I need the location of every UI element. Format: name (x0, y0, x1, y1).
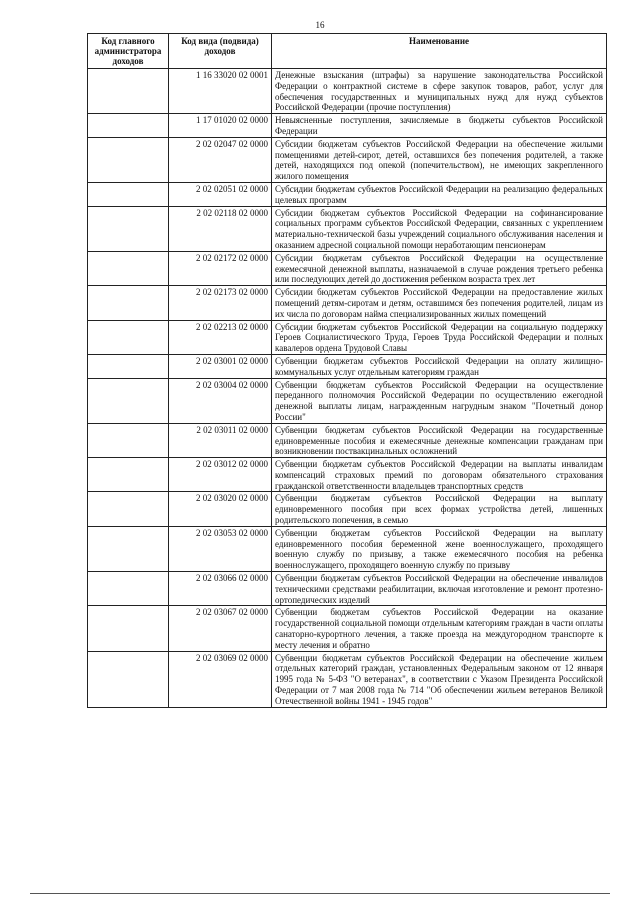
admin-code-cell (88, 286, 169, 320)
table-row (88, 423, 607, 457)
income-code-cell: 2 02 03066 02 0000 (169, 572, 272, 606)
admin-code-cell (88, 378, 169, 423)
table-body (88, 69, 607, 708)
bottom-rule (30, 893, 610, 894)
table-row (88, 606, 607, 651)
income-name-cell: Субвенции бюджетам субъектов Российской Федерации на оказание государственной социальной помощи отдельным категориям граждан в части оплаты санаторно-курортного лечения, а также проезда на междугородном транспорте к месту лечения и обратно (272, 606, 607, 651)
admin-code-cell (88, 572, 169, 606)
income-code-cell: 2 02 02172 02 0000 (169, 251, 272, 285)
income-name-cell: Субвенции бюджетам субъектов Российской Федерации на выплату единовременного пособия беременной жене военнослужащего, проходящего военную службу по призыву, а также ежемесячного пособия на ребенка военнослужащего, проходящего военную службу по призыву (272, 526, 607, 571)
admin-code-cell (88, 114, 169, 138)
income-code-cell: 2 02 02118 02 0000 (169, 206, 272, 251)
income-name-cell: Субвенции бюджетам субъектов Российской Федерации на выплаты инвалидам компенсаций страховых премий по договорам обязательного страхования гражданской ответственности владельцев транспортных средств (272, 458, 607, 492)
income-name-cell: Субвенции бюджетам субъектов Российской Федерации на оплату жилищно-коммунальных услуг отдельным категориям граждан (272, 354, 607, 378)
admin-code-cell (88, 320, 169, 354)
table-row (88, 492, 607, 526)
income-name-cell: Субсидии бюджетам субъектов Российской Федерации на осуществление ежемесячной денежной выплаты, назначаемой в случае рождения третьего ребенка или последующих детей до достижения ребенком возраста трех лет (272, 251, 607, 285)
income-code-cell: 2 02 03011 02 0000 (169, 423, 272, 457)
admin-code-cell (88, 69, 169, 114)
header-income-code: Код вида (подвида) доходов (169, 34, 272, 69)
table-row (88, 526, 607, 571)
income-code-cell: 2 02 03067 02 0000 (169, 606, 272, 651)
admin-code-cell (88, 251, 169, 285)
income-name-cell: Денежные взыскания (штрафы) за нарушение законодательства Российской Федерации о контрактной системе в сфере закупок товаров, работ, услуг для обеспечения государственных и муниципальных нужд для нужд субъектов Российской Федерации (прочие поступления) (272, 69, 607, 114)
admin-code-cell (88, 526, 169, 571)
income-name-cell: Субсидии бюджетам субъектов Российской Федерации на предоставление жилых помещений детям-сиротам и детям, оставшимся без попечения родителей, лицам из их числа по договорам найма специализированных жилых помещений (272, 286, 607, 320)
income-code-cell: 2 02 03001 02 0000 (169, 354, 272, 378)
income-name-cell: Субсидии бюджетам субъектов Российской Федерации на обеспечение жилыми помещениями детей-сирот, детей, оставшихся без попечения родителей, а также детей, находящихся под опекой (попечительством), не имеющих закрепленного жилого помещения (272, 137, 607, 182)
admin-code-cell (88, 137, 169, 182)
income-code-cell: 2 02 03012 02 0000 (169, 458, 272, 492)
table-row (88, 378, 607, 423)
income-code-cell: 1 17 01020 02 0000 (169, 114, 272, 138)
table-row (88, 182, 607, 206)
income-code-cell: 1 16 33020 02 0001 (169, 69, 272, 114)
income-name-cell: Субсидии бюджетам субъектов Российской Федерации на софинансирование социальных программ субъектов Российской Федерации, связанных с укреплением материально-технической базы учреждений социального обслуживания населения и оказанием адресной социальной помощи неработающим пенсионерам (272, 206, 607, 251)
header-admin-code: Код главного администратора доходов (88, 34, 169, 69)
income-codes-table (87, 33, 607, 708)
table-row (88, 114, 607, 138)
income-name-cell: Субсидии бюджетам субъектов Российской Федерации на реализацию федеральных целевых программ (272, 182, 607, 206)
header-name: Наименование (272, 34, 607, 69)
table-row (88, 206, 607, 251)
income-code-cell: 2 02 03004 02 0000 (169, 378, 272, 423)
table-row (88, 69, 607, 114)
income-code-cell: 2 02 02051 02 0000 (169, 182, 272, 206)
income-code-cell: 2 02 02213 02 0000 (169, 320, 272, 354)
income-name-cell: Невыясненные поступления, зачисляемые в бюджеты субъектов Российской Федерации (272, 114, 607, 138)
admin-code-cell (88, 492, 169, 526)
admin-code-cell (88, 354, 169, 378)
table-row (88, 251, 607, 285)
admin-code-cell (88, 651, 169, 707)
income-code-cell: 2 02 03053 02 0000 (169, 526, 272, 571)
income-code-cell: 2 02 02173 02 0000 (169, 286, 272, 320)
income-name-cell: Субвенции бюджетам субъектов Российской Федерации на обеспечение инвалидов техническими средствами реабилитации, включая изготовление и ремонт протезно-ортопедических изделий (272, 572, 607, 606)
table-row (88, 458, 607, 492)
income-name-cell: Субвенции бюджетам субъектов Российской Федерации на осуществление переданного полномочия Российской Федерации по осуществлению ежегодной денежной выплаты лицам, награжденным нагрудным знаком "Почетный донор России" (272, 378, 607, 423)
table-row (88, 354, 607, 378)
table-row (88, 651, 607, 707)
admin-code-cell (88, 206, 169, 251)
table-header-row (88, 34, 607, 69)
income-name-cell: Субвенции бюджетам субъектов Российской Федерации на выплату единовременного пособия при всех формах устройства детей, лишенных родительского попечения, в семью (272, 492, 607, 526)
admin-code-cell (88, 606, 169, 651)
table-row (88, 320, 607, 354)
table-row (88, 137, 607, 182)
page-number: 16 (315, 20, 325, 30)
table-row (88, 286, 607, 320)
income-code-cell: 2 02 03020 02 0000 (169, 492, 272, 526)
income-name-cell: Субвенции бюджетам субъектов Российской Федерации на государственные единовременные пособия и ежемесячные денежные компенсации гражданам при возникновении поствакцинальных осложнений (272, 423, 607, 457)
admin-code-cell (88, 458, 169, 492)
income-name-cell: Субвенции бюджетам субъектов Российской Федерации на обеспечение жильем отдельных категорий граждан, установленных Федеральным законом от 12 января 1995 года № 5-ФЗ "О ветеранах", в соответствии с Указом Президента Российской Федерации от 7 мая 2008 года № 714 "Об обеспечении жильем ветеранов Великой Отечественной войны 1941 - 1945 годов" (272, 651, 607, 707)
table-row (88, 572, 607, 606)
admin-code-cell (88, 423, 169, 457)
income-code-cell: 2 02 02047 02 0000 (169, 137, 272, 182)
income-name-cell: Субсидии бюджетам субъектов Российской Федерации на социальную поддержку Героев Социалистического Труда, Героев Труда Российской Федерации и полных кавалеров ордена Трудовой Славы (272, 320, 607, 354)
income-code-cell: 2 02 03069 02 0000 (169, 651, 272, 707)
admin-code-cell (88, 182, 169, 206)
